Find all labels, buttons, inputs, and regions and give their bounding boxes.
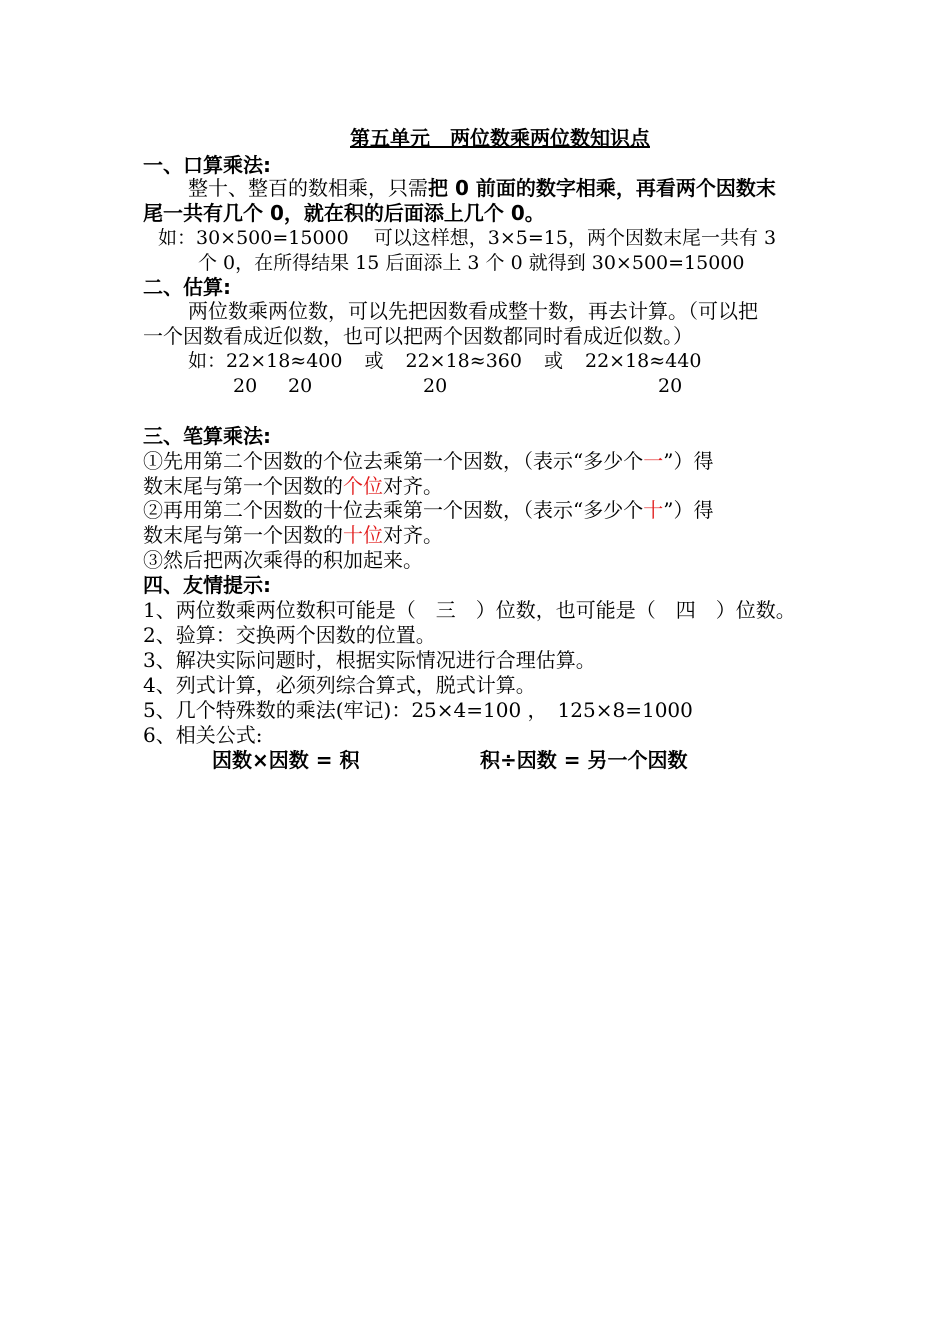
section-2-example-line [188,349,701,373]
formula-quotient: 积÷因数 = 另一个因数 [480,748,688,772]
step-2-line-2 [143,523,443,547]
tip-5: 5、几个特殊数的乘法(牢记)：25×4=100 ， 125×8=1000 [143,698,693,722]
estimate-b: 22×18≈360 [405,350,522,372]
step-1-text-end: ”）得 [663,449,714,473]
estimate-a: 22×18≈400 [226,350,343,372]
section-1-example-line-2: 个 0，在所得结果 15 后面添上 3 个 0 就得到 30×500=15000 [198,252,745,274]
tip-2: 2、验算：交换两个因数的位置。 [143,623,436,647]
approx-label-b: 20 [423,375,448,397]
approx-label-a1: 20 [233,375,258,397]
section-2-heading: 二、估算: [143,275,231,299]
estimate-c: 22×18≈440 [584,350,702,372]
step-2-line-1 [143,498,713,522]
section-1-paragraph-line-2: 尾一共有几个 0，就在积的后面添上几个 0。 [143,201,545,225]
or-word-1: 或 [364,350,384,372]
tip-6: 6、相关公式: [143,723,263,747]
step-1-line-1 [143,449,713,473]
section-2-paragraph-line-2: 一个因数看成近似数，也可以把两个因数都同时看成近似数。） [143,324,693,348]
tip-3: 3、解决实际问题时，根据实际情况进行合理估算。 [143,648,596,672]
highlight-gewei: 个位 [343,474,383,498]
approx-label-c: 20 [658,375,683,397]
highlight-shiwei: 十位 [343,523,383,547]
formula-product: 因数×因数 = 积 [212,748,360,772]
s1-text-normal: 整十、整百的数相乘，只需 [188,176,428,200]
tip-1: 1、两位数乘两位数积可能是（ 三 ）位数，也可能是（ 四 ）位数。 [143,598,796,622]
highlight-shi: 十 [643,498,664,522]
step-1-text: ①先用第二个因数的个位去乘第一个因数，（表示“多少个 [143,449,644,473]
approx-label-a2: 20 [288,375,313,397]
step-3-line: ③然后把两次乘得的积加起来。 [143,548,423,572]
section-4-heading: 四、友情提示: [143,573,271,597]
section-2-paragraph-line-1: 两位数乘两位数，可以先把因数看成整十数，再去计算。（可以把 [188,299,758,323]
step-2-text-2-end: 对齐。 [383,523,443,547]
section-1-heading: 一、口算乘法: [143,153,271,177]
step-2-text-2: 数末尾与第一个因数的 [143,523,343,547]
step-1-line-2 [143,474,443,498]
section-1-example-line-1: 如：30×500=15000 可以这样想，3×5=15，两个因数末尾一共有 3 [158,227,777,249]
tip-4: 4、列式计算，必须列综合算式，脱式计算。 [143,673,536,697]
section-1-paragraph-line-1 [188,176,776,200]
s1-text-bold: 把 0 前面的数字相乘，再看两个因数末 [428,176,776,200]
or-word-2: 或 [543,350,563,372]
example-prefix: 如： [188,350,227,372]
step-1-text-2: 数末尾与第一个因数的 [143,474,343,498]
highlight-yi: 一 [643,449,664,473]
step-1-text-2-end: 对齐。 [383,474,443,498]
step-2-text: ②再用第二个因数的十位去乘第一个因数，（表示“多少个 [143,498,644,522]
step-2-text-end: ”）得 [663,498,714,522]
section-3-heading: 三、笔算乘法: [143,424,271,448]
page-title: 第五单元 两位数乘两位数知识点 [350,126,650,150]
